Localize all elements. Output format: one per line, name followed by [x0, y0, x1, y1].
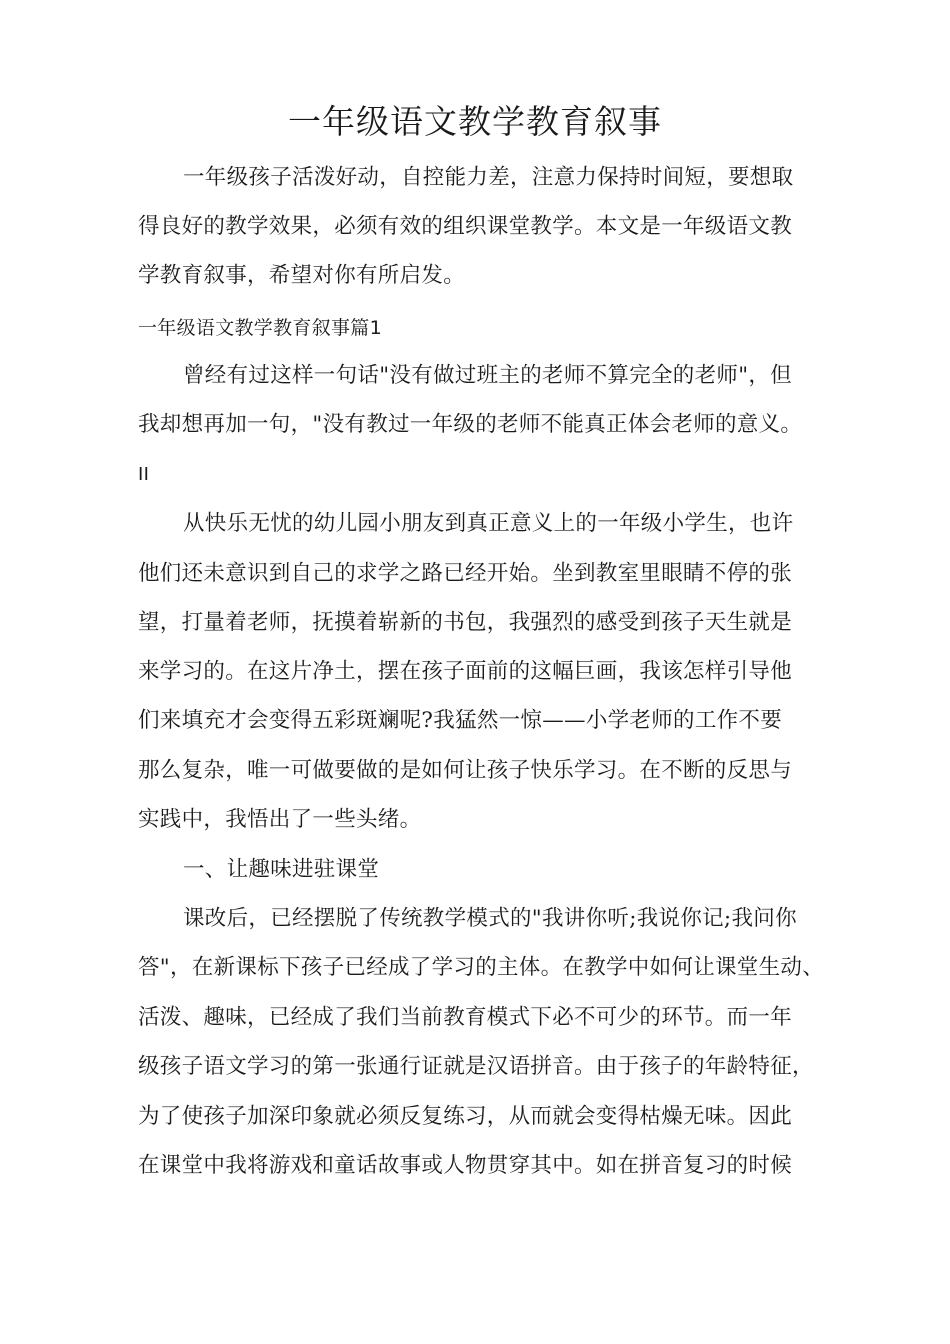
paragraph-3-line-2: 答"，在新课标下孩子已经成了学习的主体。在教学中如何让课堂生动、 — [138, 955, 824, 980]
paragraph-2-line-6: 那么复杂，唯一可做要做的是如何让孩子快乐学习。在不断的反思与 — [138, 758, 793, 783]
paragraph-1-line-3: II — [138, 464, 150, 485]
document-title: 一年级语文教学教育叙事 — [288, 102, 662, 141]
paragraph-2-line-3: 望，打量着老师，抚摸着崭新的书包，我强烈的感受到孩子天生就是 — [138, 610, 793, 635]
paragraph-3-line-1: 课改后，已经摆脱了传统教学模式的"我讲你听;我说你记;我问你 — [183, 906, 797, 931]
paragraph-3-line-4: 级孩子语文学习的第一张通行证就是汉语拼音。由于孩子的年龄特征， — [138, 1054, 814, 1079]
paragraph-1-line-1: 曾经有过这样一句话"没有做过班主的老师不算完全的老师"，但 — [183, 363, 792, 388]
intro-line-1: 一年级孩子活泼好动，自控能力差，注意力保持时间短，要想取 — [183, 165, 794, 190]
paragraph-1-line-2: 我却想再加一句，"没有教过一年级的老师不能真正体会老师的意义。 — [138, 412, 803, 437]
paragraph-3-line-5: 为了使孩子加深印象就必须反复练习，从而就会变得枯燥无味。因此 — [138, 1104, 793, 1129]
section-heading: 一年级语文教学教育叙事篇1 — [138, 317, 382, 339]
paragraph-2-line-1: 从快乐无忧的幼儿园小朋友到真正意义上的一年级小学生，也许 — [183, 511, 794, 536]
paragraph-3-line-6: 在课堂中我将游戏和童话故事或人物贯穿其中。如在拼音复习的时候 — [138, 1153, 793, 1178]
paragraph-2-line-5: 们来填充才会变得五彩斑斓呢?我猛然一惊——小学老师的工作不要 — [138, 708, 783, 733]
paragraph-2-line-4: 来学习的。在这片净土，摆在孩子面前的这幅巨画，我该怎样引导他 — [138, 659, 793, 684]
intro-line-3: 学教育叙事，希望对你有所启发。 — [138, 263, 466, 288]
paragraph-2-line-7: 实践中，我悟出了一些头绪。 — [138, 807, 422, 832]
paragraph-2-line-2: 他们还未意识到自己的求学之路已经开始。坐到教室里眼睛不停的张 — [138, 561, 793, 586]
intro-line-2: 得良好的教学效果，必须有效的组织课堂教学。本文是一年级语文教 — [138, 214, 793, 239]
subsection-heading: 一、让趣味进驻课堂 — [183, 857, 380, 882]
paragraph-3-line-3: 活泼、趣味，已经成了我们当前教育模式下必不可少的环节。而一年 — [138, 1005, 793, 1030]
